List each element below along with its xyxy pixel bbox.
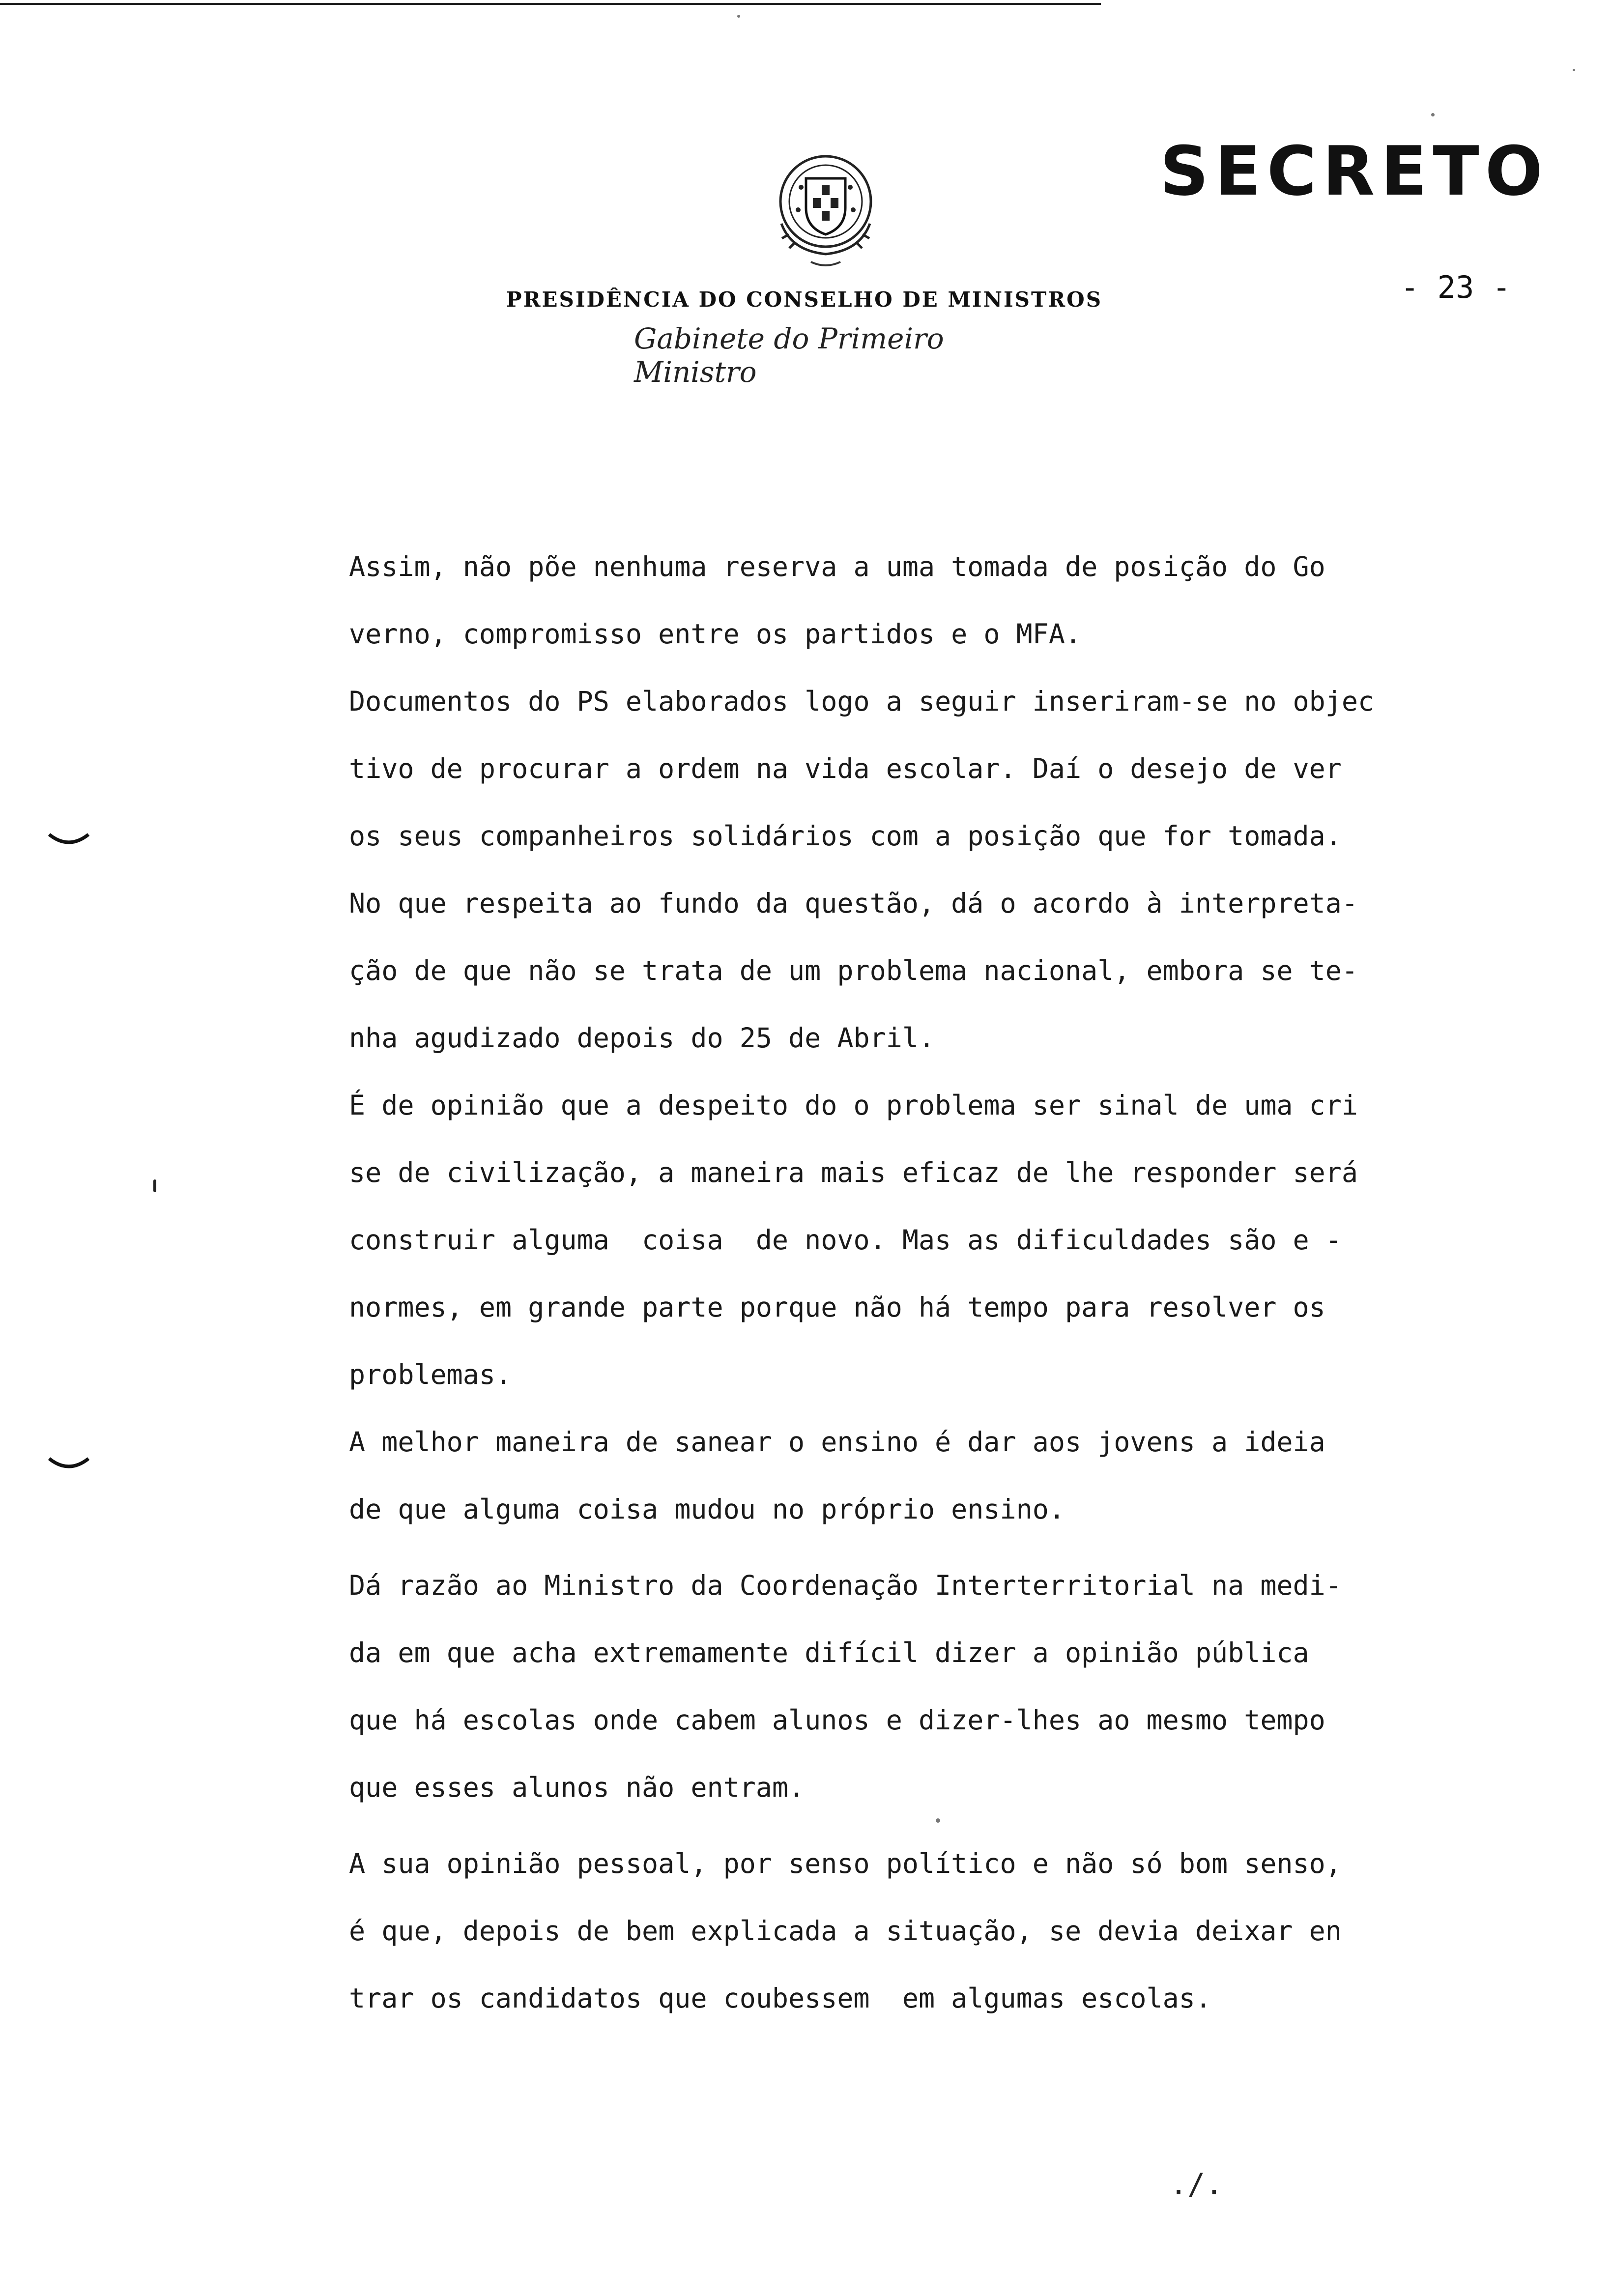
text-line: trar os candidatos que coubessem em algumas escolas. [349, 1982, 1211, 2014]
classification-stamp: SECRETO [1160, 132, 1549, 211]
text-line: normes, em grande parte porque não há tempo para resolver os [349, 1292, 1325, 1323]
text-line: que esses alunos não entram. [349, 1772, 805, 1803]
letterhead-organization: PRESIDÊNCIA DO CONSELHO DE MINISTROS [506, 287, 1103, 312]
ink-speck [153, 1179, 156, 1192]
text-line: Documentos do PS elaborados logo a seguir inseriram-se no objec [349, 686, 1375, 717]
ink-speck [737, 15, 740, 18]
ink-speck [1431, 113, 1435, 116]
text-line: tivo de procurar a ordem na vida escolar. Daí o desejo de ver [349, 753, 1342, 784]
coat-of-arms-icon [767, 150, 885, 273]
ink-speck [936, 1818, 940, 1823]
continuation-mark: ./. [1170, 2167, 1223, 2202]
text-line: Dá razão ao Ministro da Coordenação Interterritorial na medi- [349, 1570, 1342, 1601]
top-border-line [0, 3, 1101, 5]
document-body [349, 533, 1479, 2032]
text-line: nha agudizado depois do 25 de Abril. [349, 1022, 935, 1054]
page-number: - 23 - [1401, 269, 1511, 305]
text-line: ção de que não se trata de um problema nacional, embora se te- [349, 955, 1358, 986]
letterhead-office: Gabinete do Primeiro Ministro [634, 322, 944, 389]
ink-speck [1573, 69, 1575, 71]
text-line: os seus companheiros solidários com a posição que for tomada. [349, 820, 1342, 852]
text-line: da em que acha extremamente difícil dizer a opinião pública [349, 1637, 1309, 1668]
hole-punch-mark-icon [47, 831, 91, 850]
text-line: se de civilização, a maneira mais eficaz de lhe responder será [349, 1157, 1358, 1188]
text-line: A melhor maneira de sanear o ensino é dar aos jovens a ideia [349, 1426, 1325, 1458]
text-line: problemas. [349, 1359, 512, 1390]
text-line: que há escolas onde cabem alunos e dizer-lhes ao mesmo tempo [349, 1704, 1325, 1736]
text-line: É de opinião que a despeito do o problema ser sinal de uma cri [349, 1090, 1358, 1121]
text-line: construir alguma coisa de novo. Mas as dificuldades são e - [349, 1224, 1342, 1256]
text-line: Assim, não põe nenhuma reserva a uma tomada de posição do Go [349, 551, 1325, 582]
hole-punch-mark-icon [47, 1455, 91, 1474]
text-line: de que alguma coisa mudou no próprio ensino. [349, 1493, 1065, 1525]
text-line: é que, depois de bem explicada a situação, se devia deixar en [349, 1915, 1342, 1947]
text-line: No que respeita ao fundo da questão, dá o acordo à interpreta- [349, 888, 1358, 919]
text-line: A sua opinião pessoal, por senso político e não só bom senso, [349, 1848, 1342, 1879]
text-line: verno, compromisso entre os partidos e o MFA. [349, 618, 1082, 650]
